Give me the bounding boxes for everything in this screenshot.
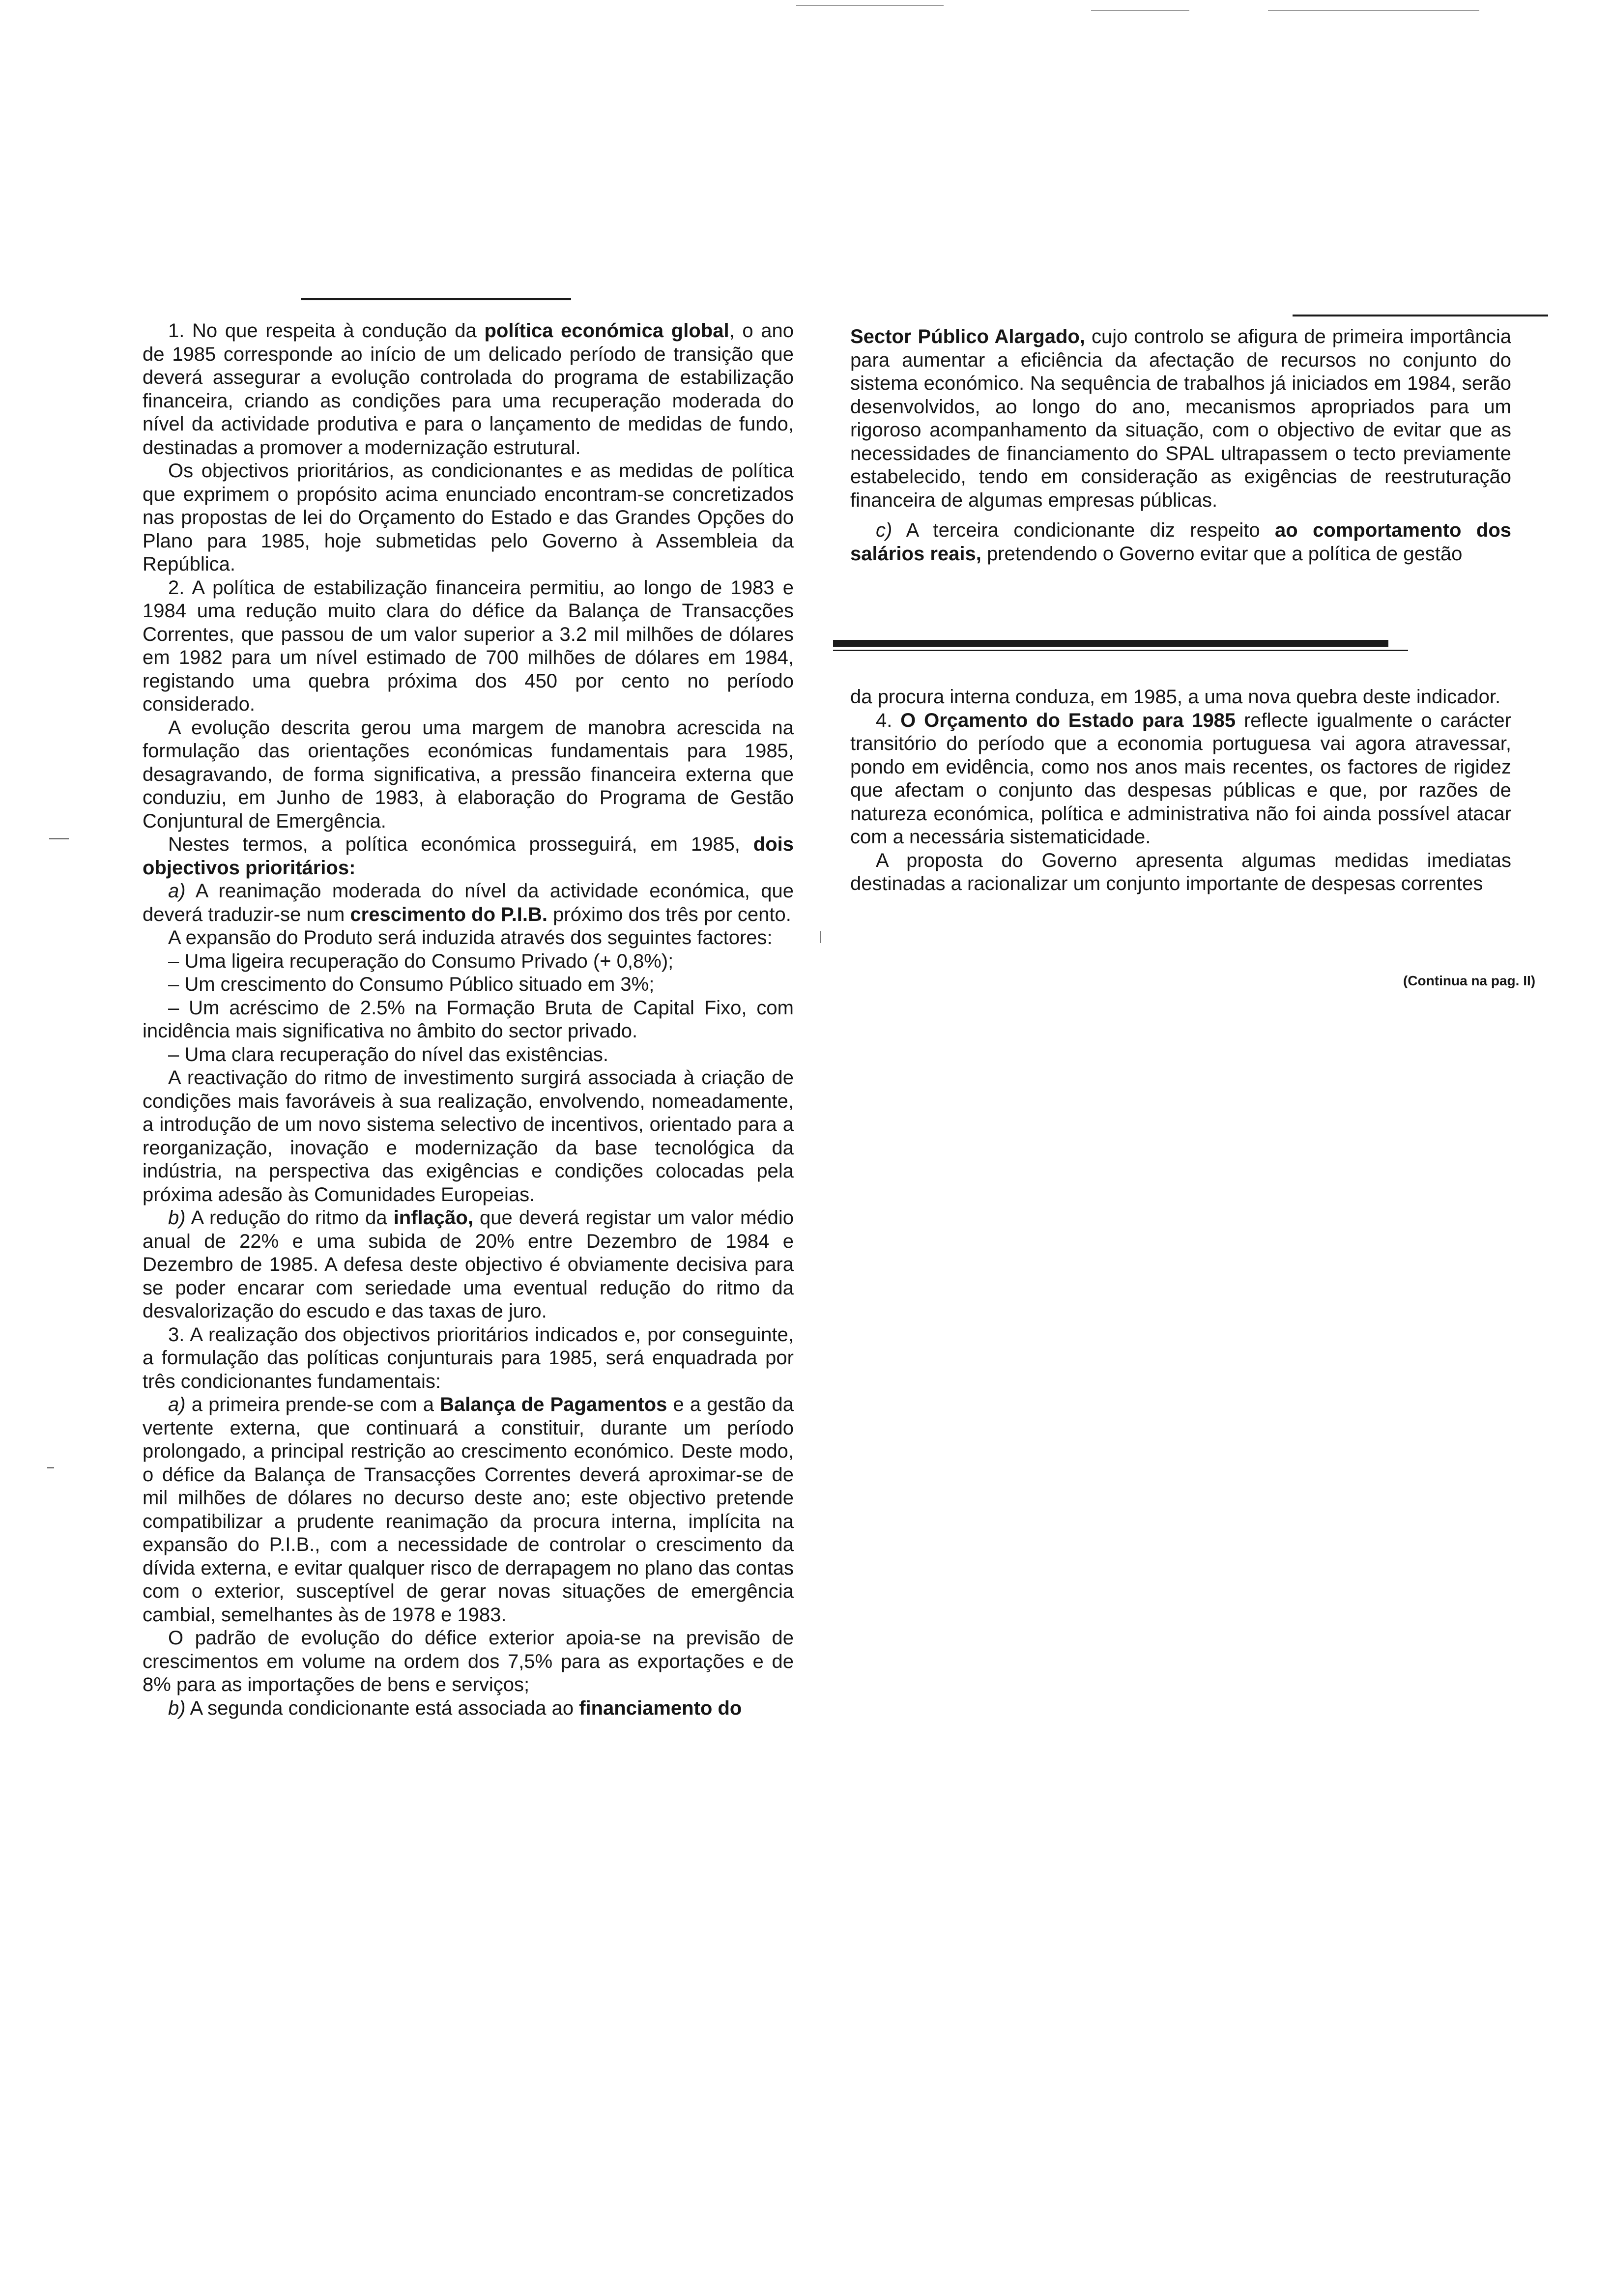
bullet-4: – Uma clara recuperação do nível das existências. [168,1043,609,1065]
paragraph-r2: c) A terceira condicionante diz respeito ao comportamento dos salários reais, pretendendo o Governo evitar que a política de gestão [850,519,1511,565]
bullet-3: – Um acréscimo de 2.5% na Formação Bruta de Capital Fixo, com incidência mais significativa no âmbito do sector privado. [143,997,794,1042]
bold-term: crescimento do P.I.B. [350,903,548,925]
margin-mark-right [820,931,821,943]
paragraph-11: a) a primeira prende-se com a Balança de Pagamentos e a gestão da vertente externa, que continuará a constituir, durante um período prolongado, a principal restrição ao crescimento económico. Deste modo, o défice da Balança de Transacções Correntes deverá aproximar-se de mil milhões de dólares no decurso deste ano; este objectivo pretende compatibilizar a prudente reanimação da procura interna, implícita na expansão do P.I.B., com a necessidade de controlar o crescimento da dívida externa, e evitar qualquer risco de derrapagem no plano das contas com o exterior, susceptível de gerar novas situações de emergência cambial, semelhantes às de 1978 e 1983. [143,1394,794,1626]
header-scan-line-2 [1091,10,1189,11]
top-left-rule [301,298,571,300]
paragraph-8: A reactivação do ritmo de investimento surgirá associada à criação de condições mais favoráveis à sua realização, envolvendo, nomeadamente, a introdução de um novo sistema selectivo de incentivos, orientado para a reorganização, inovação e modernização da base tecnológica da indústria, na perspectiva das exigências e condições colocadas pela próxima adesão às Comunidades Europeias. [143,1067,794,1205]
paragraph-r5: A proposta do Governo apresenta algumas medidas imediatas destinadas a racionalizar um conjunto importante de despesas correntes [850,849,1511,894]
bold-term: O Orçamento do Estado para 1985 [900,709,1236,731]
bold-term: Balança de Pagamentos [440,1394,667,1415]
paragraph-7: A expansão do Produto será induzida através dos seguintes factores: [168,927,773,948]
paragraph-13: b) A segunda condicionante está associada ao financiamento do [168,1697,742,1719]
bullet-2: – Um crescimento do Consumo Público situado em 3%; [168,974,655,995]
bold-term: inflação, [393,1207,473,1229]
paragraph-5: Nestes termos, a política económica prosseguirá, em 1985, dois objectivos prioritários: [143,833,794,879]
header-scan-line-1 [796,5,944,6]
right-column-top [850,325,1511,566]
paragraph-4: A evolução descrita gerou uma margem de manobra acrescida na formulação das orientações económicas fundamentais para 1985, desagravando, de forma significativa, a pressão financeira externa que conduziu, em Junho de 1983, à elaboração do Programa de Gestão Conjuntural de Emergência. [143,717,794,832]
paragraph-3: 2. A política de estabilização financeira permitiu, ao longo de 1983 e 1984 uma redução muito clara do défice da Balança de Transacções Correntes, que passou de um valor superior a 3.2 mil milhões de dólares em 1982 para um nível estimado de 700 milhões de dólares em 1984, registando uma quebra próxima dos 450 por cento no período considerado. [143,576,794,715]
right-column-bottom [850,686,1511,896]
paragraph-r4: 4. O Orçamento do Estado para 1985 reflecte igualmente o carácter transitório do período que a economia portuguesa vai agora atravessar, pondo em evidência, como nos anos mais recentes, os factores de rigidez que afectam o conjunto das despesas públicas e que, por razões de natureza económica, política e administrativa não foi ainda possível atacar com a necessária sistematicidade. [850,709,1511,848]
margin-mark-left-2 [47,1467,54,1468]
left-column [143,319,794,1720]
paragraph-6: a) A reanimação moderada do nível da actividade económica, que deverá traduzir-se num crescimento do P.I.B. próximo dos três por cento. [143,880,794,925]
paragraph-10: 3. A realização dos objectivos prioritários indicados e, por conseguinte, a formulação das políticas conjunturais para 1985, será enquadrada por três condicionantes fundamentais: [143,1323,794,1392]
bold-term: ao comportamento dos salários reais, [850,519,1511,565]
paragraph-1: 1. No que respeita à condução da política económica global, o ano de 1985 corresponde ao início de um delicado período de transição que deverá assegurar a evolução controlada do programa de estabilização financeira, criando as condições para uma recuperação moderada do nível da actividade produtiva e para o lançamento de medidas de fundo, destinadas a promover a modernização estrutural. [143,320,794,459]
paragraph-2: Os objectivos prioritários, as condicionantes e as medidas de política que exprimem o propósito acima enunciado encontram-se concretizados nas propostas de lei do Orçamento do Estado e das Grandes Opções do Plano para 1985, hoje submetidas pelo Governo à Assembleia da República. [143,460,794,575]
paragraph-12: O padrão de evolução do défice exterior apoia-se na previsão de crescimentos em volume na ordem dos 7,5% para as exportações e de 8% para as importações de bens e serviços; [143,1627,794,1695]
paragraph-r1: Sector Público Alargado, cujo controlo se afigura de primeira importância para aumentar a eficiência da afectação de recursos no conjunto do sistema económico. Na sequência de trabalhos já iniciados em 1984, serão desenvolvidos, ao longo do ano, mecanismos apropriados para um rigoroso acompanhamento da situação, com o objectivo de evitar que as necessidades de financiamento do SPAL ultrapassem o tecto previamente estabelecido, tendo em consideração as exigências de reestruturação financeira de algumas empresas públicas. [850,326,1512,511]
bold-term: dois objectivos prioritários: [143,833,794,879]
top-right-rule [1293,315,1548,316]
bullet-1: – Uma ligeira recuperação do Consumo Privado (+ 0,8%); [168,950,674,972]
paragraph-r3: da procura interna conduza, em 1985, a uma nova quebra deste indicador. [850,686,1501,708]
bold-term: Sector Público Alargado, [850,326,1085,347]
margin-mark-left [49,838,69,839]
continued-note: (Continua na pag. II) [1403,973,1536,988]
bold-term: política económica global [484,320,729,342]
paragraph-9: b) A redução do ritmo da inflação, que deverá registar um valor médio anual de 22% e uma subida de 20% entre Dezembro de 1984 e Dezembro de 1985. A defesa deste objectivo é obviamente decisiva para se poder encarar com seriedade uma eventual redução do ritmo da desvalorização do escudo e das taxas de juro. [143,1207,794,1322]
bold-term: financiamento do [579,1697,742,1719]
mid-right-thick-rule [833,640,1388,647]
header-scan-line-3 [1268,10,1479,11]
mid-right-thin-rule [833,650,1408,651]
